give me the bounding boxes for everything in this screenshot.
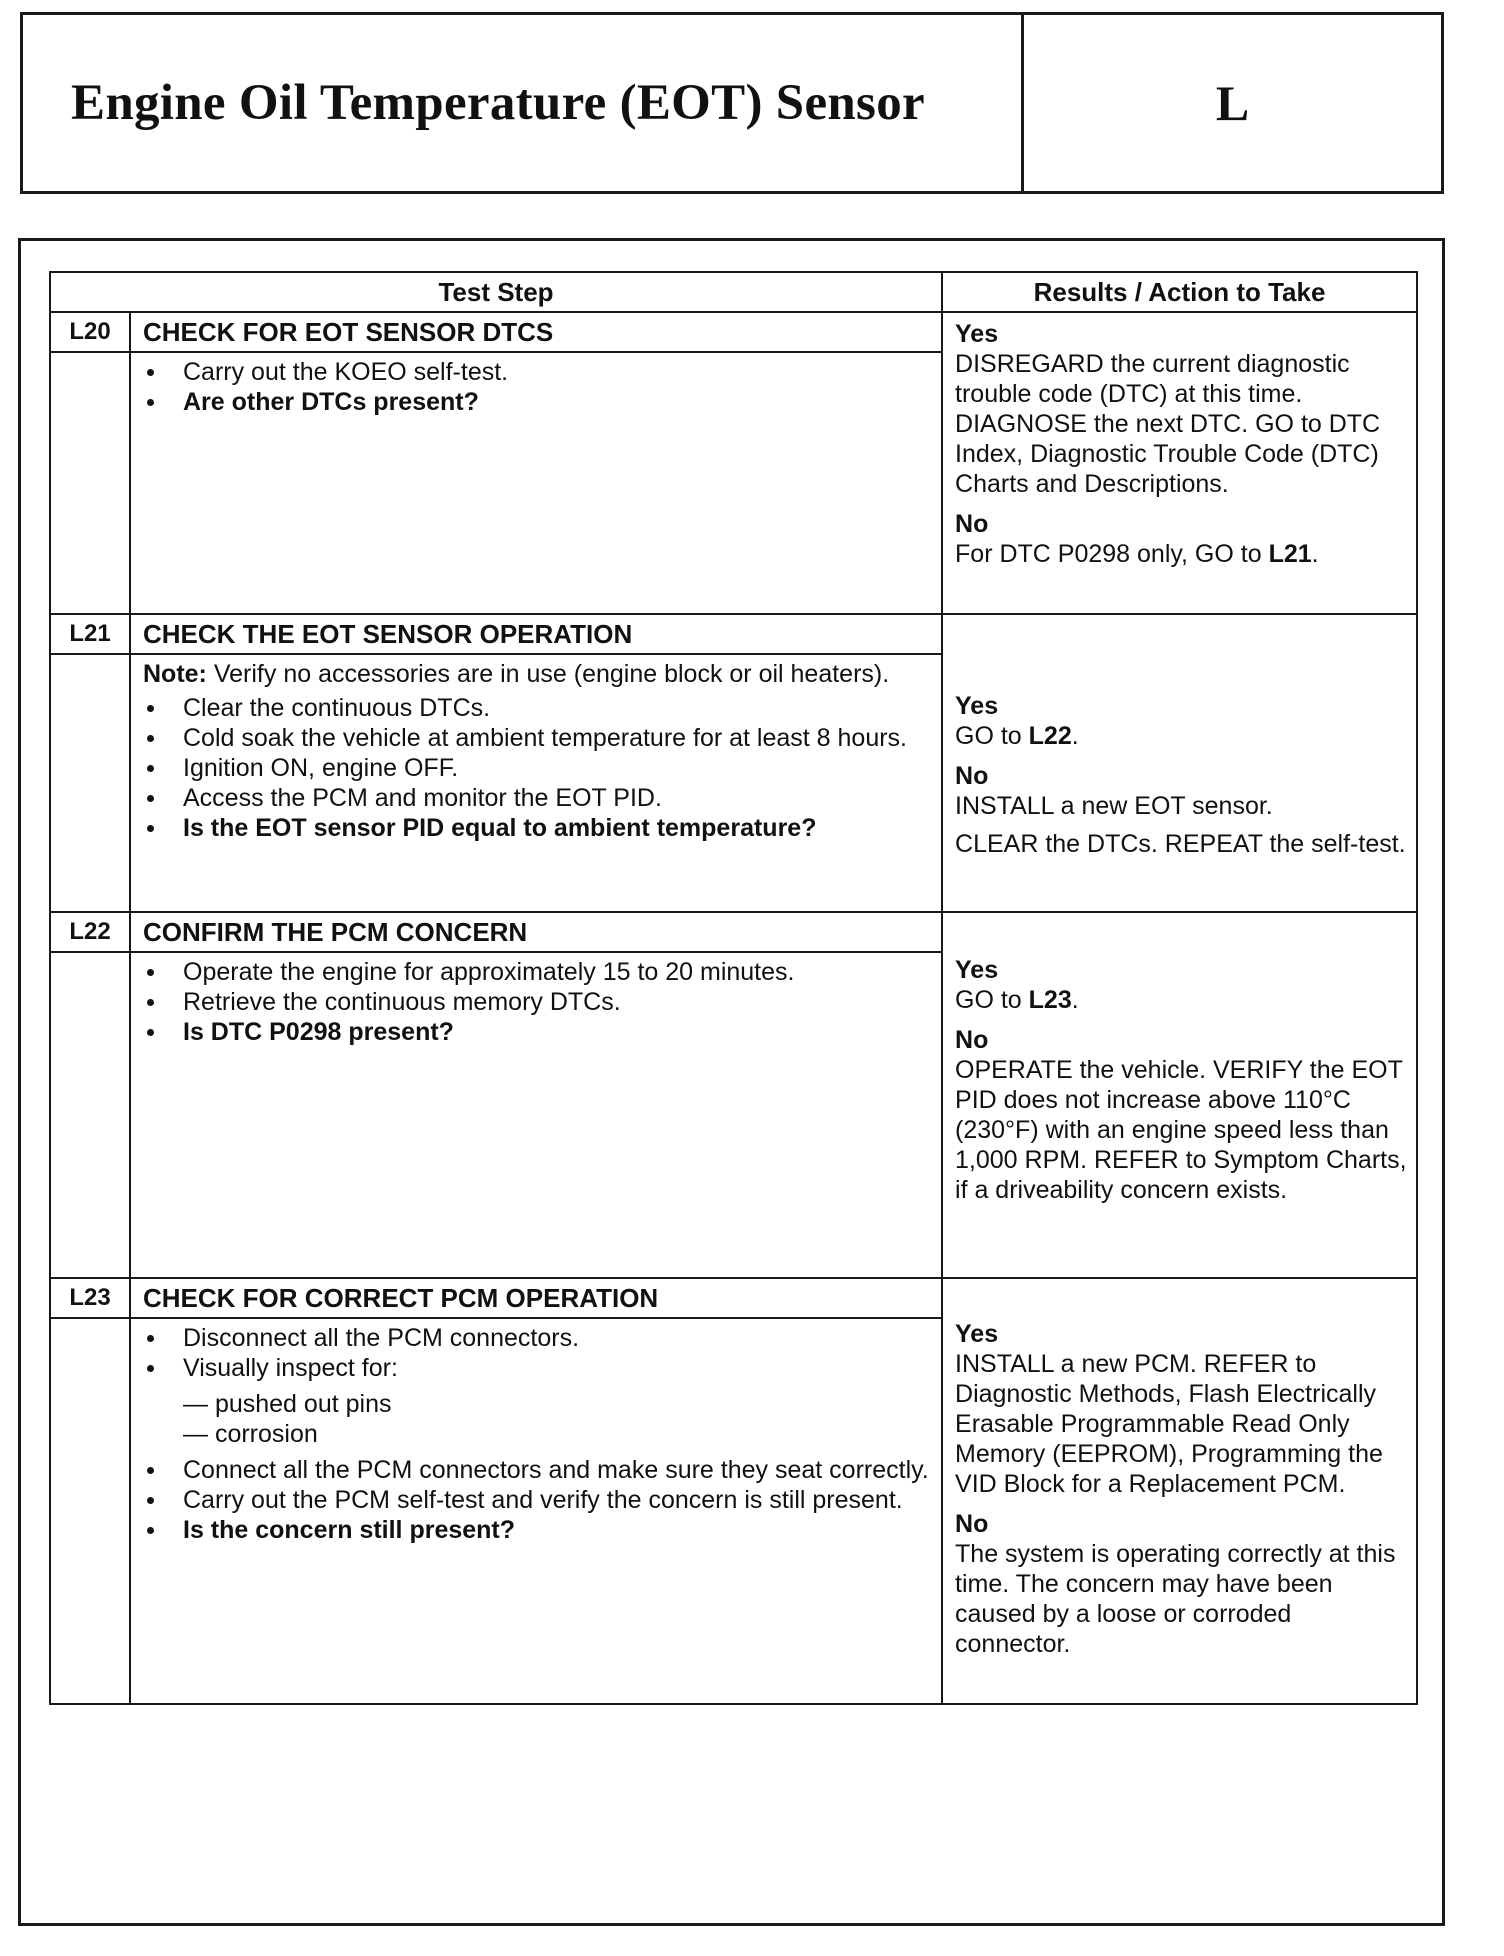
step-body: [130, 1318, 942, 1704]
step-id: L21: [50, 614, 130, 654]
no-action: For DTC P0298 only, GO to: [955, 540, 1262, 568]
step-title-row: [50, 1278, 1417, 1318]
no-action-followup: CLEAR the DTCs. REPEAT the self-test.: [955, 830, 1406, 858]
goto-step-link[interactable]: L21: [1268, 540, 1312, 568]
step-title-row: [50, 312, 1417, 352]
step-id: L23: [50, 1278, 130, 1318]
no-action: The system is operating correctly at this time. The concern may have been caused by a loose or corroded connector.: [955, 1540, 1396, 1658]
step-bullet: Connect all the PCM connectors and make sure they seat correctly.: [143, 1455, 931, 1485]
step-bullet: Ignition ON, engine OFF.: [143, 753, 931, 783]
step-title: CONFIRM THE PCM CONCERN: [130, 912, 942, 952]
yes-label: Yes: [955, 692, 999, 720]
step-results: [942, 1278, 1417, 1704]
step-title-row: [50, 912, 1417, 952]
no-label: No: [955, 510, 989, 538]
step-id-spacer: [50, 654, 130, 912]
step-bullet: Cold soak the vehicle at ambient temperature for at least 8 hours.: [143, 723, 931, 753]
inspection-sublist: [143, 1389, 931, 1449]
step-id: L22: [50, 912, 130, 952]
step-bullet: Disconnect all the PCM connectors.: [143, 1323, 931, 1353]
no-action: INSTALL a new EOT sensor.: [955, 792, 1273, 820]
note-label: Note:: [143, 660, 207, 688]
no-result: [955, 1509, 1408, 1659]
step-question: Is the concern still present?: [143, 1515, 931, 1545]
step-results: [942, 312, 1417, 614]
step-bullet-list: [143, 693, 931, 843]
table-header-row: [50, 272, 1417, 312]
no-result: [955, 509, 1408, 569]
step-note: [143, 659, 931, 689]
step-bullet-list: [143, 357, 931, 417]
step-bullet: Retrieve the continuous memory DTCs.: [143, 987, 931, 1017]
no-result: [955, 1025, 1408, 1205]
step-bullet-list: [143, 957, 931, 1047]
yes-label: Yes: [955, 956, 999, 984]
inspection-item: — corrosion: [183, 1420, 318, 1448]
no-label: No: [955, 762, 989, 790]
no-action: OPERATE the vehicle. VERIFY the EOT PID does not increase above 110°C (230°F) with an engine speed less than 1,000 RPM. REFER to Symptom Charts, if a driveability concern exists.: [955, 1056, 1407, 1204]
yes-action: GO to: [955, 722, 1022, 750]
step-question: Are other DTCs present?: [143, 387, 931, 417]
step-title: CHECK THE EOT SENSOR OPERATION: [130, 614, 942, 654]
yes-action: INSTALL a new PCM. REFER to Diagnostic Methods, Flash Electrically Erasable Programmable Read Only Memory (EEPROM), Programming the VID Block for a Replacement PCM.: [955, 1350, 1383, 1498]
pinpoint-test-table: [49, 271, 1418, 1705]
step-body: [130, 654, 942, 912]
col-header-test-step: Test Step: [50, 272, 942, 312]
note-text: Verify no accessories are in use (engine block or oil heaters).: [213, 660, 890, 688]
step-bullet: Access the PCM and monitor the EOT PID.: [143, 783, 931, 813]
yes-action-suffix: .: [1071, 722, 1079, 750]
yes-action: GO to: [955, 986, 1022, 1014]
no-action-suffix: .: [1311, 540, 1319, 568]
step-bullet: Carry out the PCM self-test and verify the concern is still present.: [143, 1485, 931, 1515]
yes-result: [955, 691, 1408, 751]
step-id-spacer: [50, 952, 130, 1278]
col-header-results: Results / Action to Take: [942, 272, 1417, 312]
header-title-cell: [23, 15, 1024, 191]
no-result: [955, 761, 1408, 859]
step-body: [130, 952, 942, 1278]
step-title: CHECK FOR EOT SENSOR DTCS: [130, 312, 942, 352]
page-title: Engine Oil Temperature (EOT) Sensor: [71, 75, 925, 131]
step-bullet-list: [143, 1323, 931, 1383]
pinpoint-letter: L: [1215, 75, 1250, 131]
step-id-spacer: [50, 1318, 130, 1704]
step-bullet: Visually inspect for:: [143, 1353, 931, 1383]
no-label: No: [955, 1026, 989, 1054]
step-results: [942, 614, 1417, 912]
step-bullet: Operate the engine for approximately 15 to 20 minutes.: [143, 957, 931, 987]
yes-action: DISREGARD the current diagnostic trouble code (DTC) at this time. DIAGNOSE the next DTC. GO to DTC Index, Diagnostic Trouble Code (DTC) Charts and Descriptions.: [955, 350, 1381, 498]
step-id-spacer: [50, 352, 130, 614]
page-header: [20, 12, 1444, 194]
step-question: Is DTC P0298 present?: [143, 1017, 931, 1047]
step-question: Is the EOT sensor PID equal to ambient temperature?: [143, 813, 931, 843]
yes-label: Yes: [955, 1320, 999, 1348]
yes-result: [955, 955, 1408, 1015]
step-results: [942, 912, 1417, 1278]
yes-result: [955, 319, 1408, 499]
yes-label: Yes: [955, 320, 999, 348]
inspection-item: — pushed out pins: [183, 1390, 392, 1418]
goto-step-link[interactable]: L23: [1028, 986, 1072, 1014]
no-label: No: [955, 1510, 989, 1538]
step-bullet: Carry out the KOEO self-test.: [143, 357, 931, 387]
step-id: L20: [50, 312, 130, 352]
step-bullet-list: [143, 1455, 931, 1545]
yes-action-suffix: .: [1071, 986, 1079, 1014]
step-title: CHECK FOR CORRECT PCM OPERATION: [130, 1278, 942, 1318]
step-body: [130, 352, 942, 614]
step-bullet: Clear the continuous DTCs.: [143, 693, 931, 723]
yes-result: [955, 1319, 1408, 1499]
step-title-row: [50, 614, 1417, 654]
goto-step-link[interactable]: L22: [1028, 722, 1072, 750]
header-letter-cell: [1024, 15, 1441, 191]
